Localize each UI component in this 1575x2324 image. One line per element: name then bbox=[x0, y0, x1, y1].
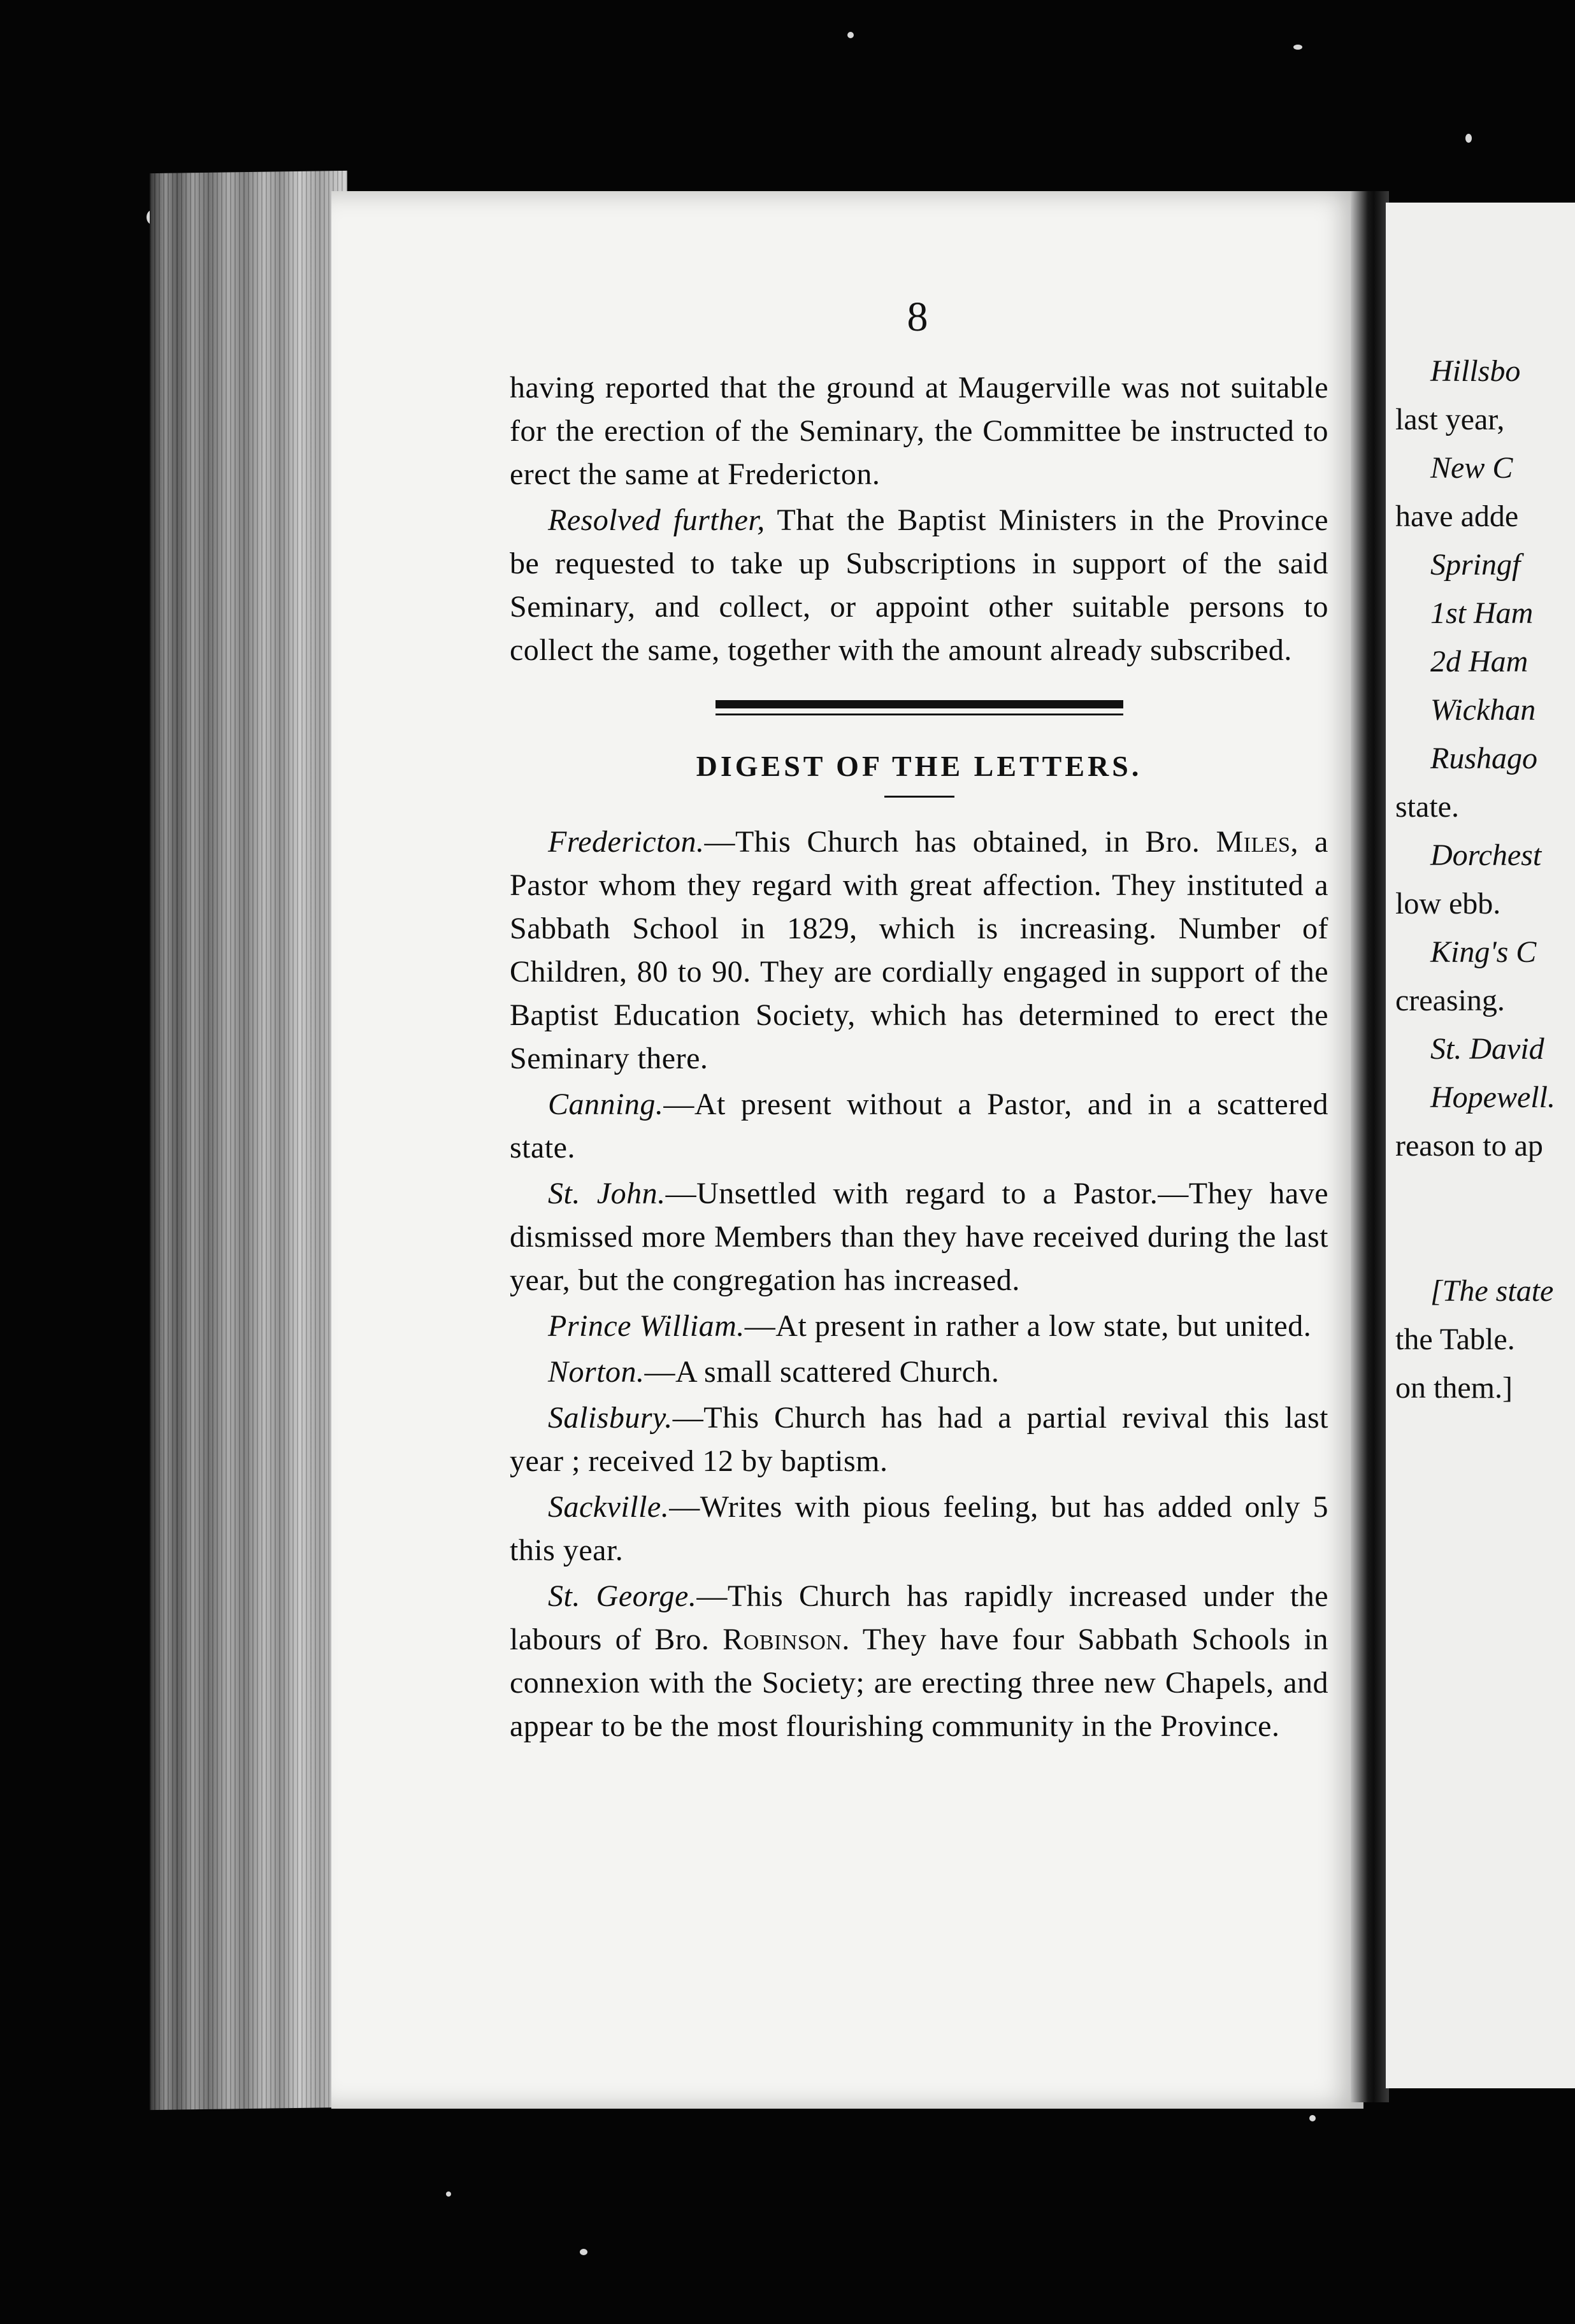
entry-text: —This Church has rapidly increased under the labours of Bro. bbox=[510, 1579, 1329, 1656]
digest-entry bbox=[510, 1172, 1328, 1302]
scan-speck bbox=[580, 2249, 587, 2255]
digest-entry bbox=[510, 1486, 1328, 1572]
right-page-line: state. bbox=[1395, 790, 1459, 824]
thin-rule bbox=[716, 714, 1123, 715]
digest-entry bbox=[510, 821, 1328, 1080]
entry-place-name: Sackville. bbox=[548, 1490, 670, 1524]
scan-speck bbox=[446, 2191, 451, 2197]
scan-speck bbox=[1293, 45, 1302, 50]
resolution-text: That the Baptist Ministers in the Province be requested to take up Subscriptions in support of the said Seminary, and collect, or appoint other suitable persons to collect the same, together with the amount already subscribed. bbox=[510, 503, 1329, 667]
right-page-line: St. David bbox=[1430, 1032, 1544, 1066]
entry-place-name: St. John. bbox=[548, 1177, 666, 1210]
right-page-line: 1st Ham bbox=[1430, 596, 1534, 630]
right-page-line: the Table. bbox=[1395, 1323, 1515, 1356]
right-page-line: 2d Ham bbox=[1430, 645, 1528, 678]
digest-entry bbox=[510, 1351, 1328, 1394]
book-gutter bbox=[1351, 191, 1389, 2102]
right-page-line bbox=[1395, 1219, 1575, 1267]
entry-text: —At present in rather a low state, but united. bbox=[744, 1309, 1312, 1343]
entry-place-name: Norton. bbox=[548, 1355, 645, 1389]
digest-entry bbox=[510, 1396, 1328, 1483]
right-page-line: on them.] bbox=[1395, 1371, 1513, 1405]
right-page-line: [The state bbox=[1430, 1274, 1554, 1308]
right-page-line: Dorchest bbox=[1430, 838, 1542, 872]
scan-speck bbox=[1465, 134, 1472, 143]
entry-place-name: Prince William. bbox=[548, 1309, 745, 1343]
entry-text: —At present without a Pastor, and in a scattered state. bbox=[510, 1087, 1328, 1165]
entry-place-name: Canning. bbox=[548, 1087, 664, 1121]
entry-text: , a Pastor whom they regard with great affection. They instituted a Sabbath School in 1829, which is increasing. Number of Children, 80 to 90. They are cordially engaged in support of the Baptist Education Society, which has determined to erect the Seminary there. bbox=[510, 825, 1328, 1075]
left-page-text bbox=[510, 366, 1328, 1751]
right-page-line: New C bbox=[1430, 451, 1513, 485]
right-page-line: Hillsbo bbox=[1430, 354, 1521, 388]
digest-entry bbox=[510, 1083, 1328, 1170]
section-heading: DIGEST OF THE LETTERS. bbox=[696, 750, 1142, 782]
entry-person-name: Robinson bbox=[723, 1623, 842, 1656]
heading-underline bbox=[884, 796, 954, 798]
scan-speck bbox=[847, 32, 854, 38]
entry-text: —This Church has obtained, in Bro. bbox=[704, 825, 1216, 859]
scan-speck bbox=[1309, 2115, 1316, 2121]
digest-entry bbox=[510, 1305, 1328, 1348]
resolution-lead: Resolved further, bbox=[548, 503, 765, 537]
right-page-line: Hopewell. bbox=[1430, 1080, 1555, 1114]
resolution-paragraph bbox=[510, 499, 1328, 672]
entry-text: —A small scattered Church. bbox=[644, 1355, 1000, 1389]
digest-entries bbox=[510, 821, 1328, 1748]
book-page-edges bbox=[150, 171, 347, 2110]
entry-place-name: Salisbury. bbox=[548, 1401, 673, 1435]
digest-entry bbox=[510, 1575, 1328, 1748]
right-page-line bbox=[1395, 1170, 1575, 1219]
right-page-line: last year, bbox=[1395, 403, 1505, 436]
right-page-line: Rushago bbox=[1430, 742, 1537, 775]
right-page-line: reason to ap bbox=[1395, 1129, 1543, 1163]
right-page-line: King's C bbox=[1430, 935, 1537, 969]
entry-text: —This Church has had a partial revival this last year ; received 12 by baptism. bbox=[510, 1401, 1328, 1478]
right-page-line: low ebb. bbox=[1395, 887, 1501, 921]
right-page-text bbox=[1395, 347, 1575, 1412]
section-rule bbox=[716, 700, 1123, 715]
entry-place-name: St. George. bbox=[548, 1579, 697, 1613]
entry-text: . They have four Sabbath Schools in connexion with the Society; are erecting three new Chapels, and appear to be the most flourishing community in the Province. bbox=[510, 1623, 1328, 1743]
right-page-line: Springf bbox=[1430, 548, 1521, 582]
entry-person-name: Miles bbox=[1216, 825, 1291, 859]
right-page-line: Wickhan bbox=[1430, 693, 1536, 727]
entry-text: —Unsettled with regard to a Pastor.—They have dismissed more Members than they have received during the last year, but the congregation has increased. bbox=[510, 1177, 1328, 1297]
right-page-line: creasing. bbox=[1395, 984, 1505, 1017]
continuation-paragraph: having reported that the ground at Maugerville was not suitable for the erection of the Seminary, the Committee be instructed to erect the same at Fredericton. bbox=[510, 371, 1328, 491]
right-page-line: have adde bbox=[1395, 499, 1519, 533]
entry-text: —Writes with pious feeling, but has added only 5 this year. bbox=[510, 1490, 1328, 1567]
thick-rule bbox=[716, 700, 1123, 708]
entry-place-name: Fredericton. bbox=[548, 825, 705, 859]
page-number: 8 bbox=[907, 294, 928, 340]
